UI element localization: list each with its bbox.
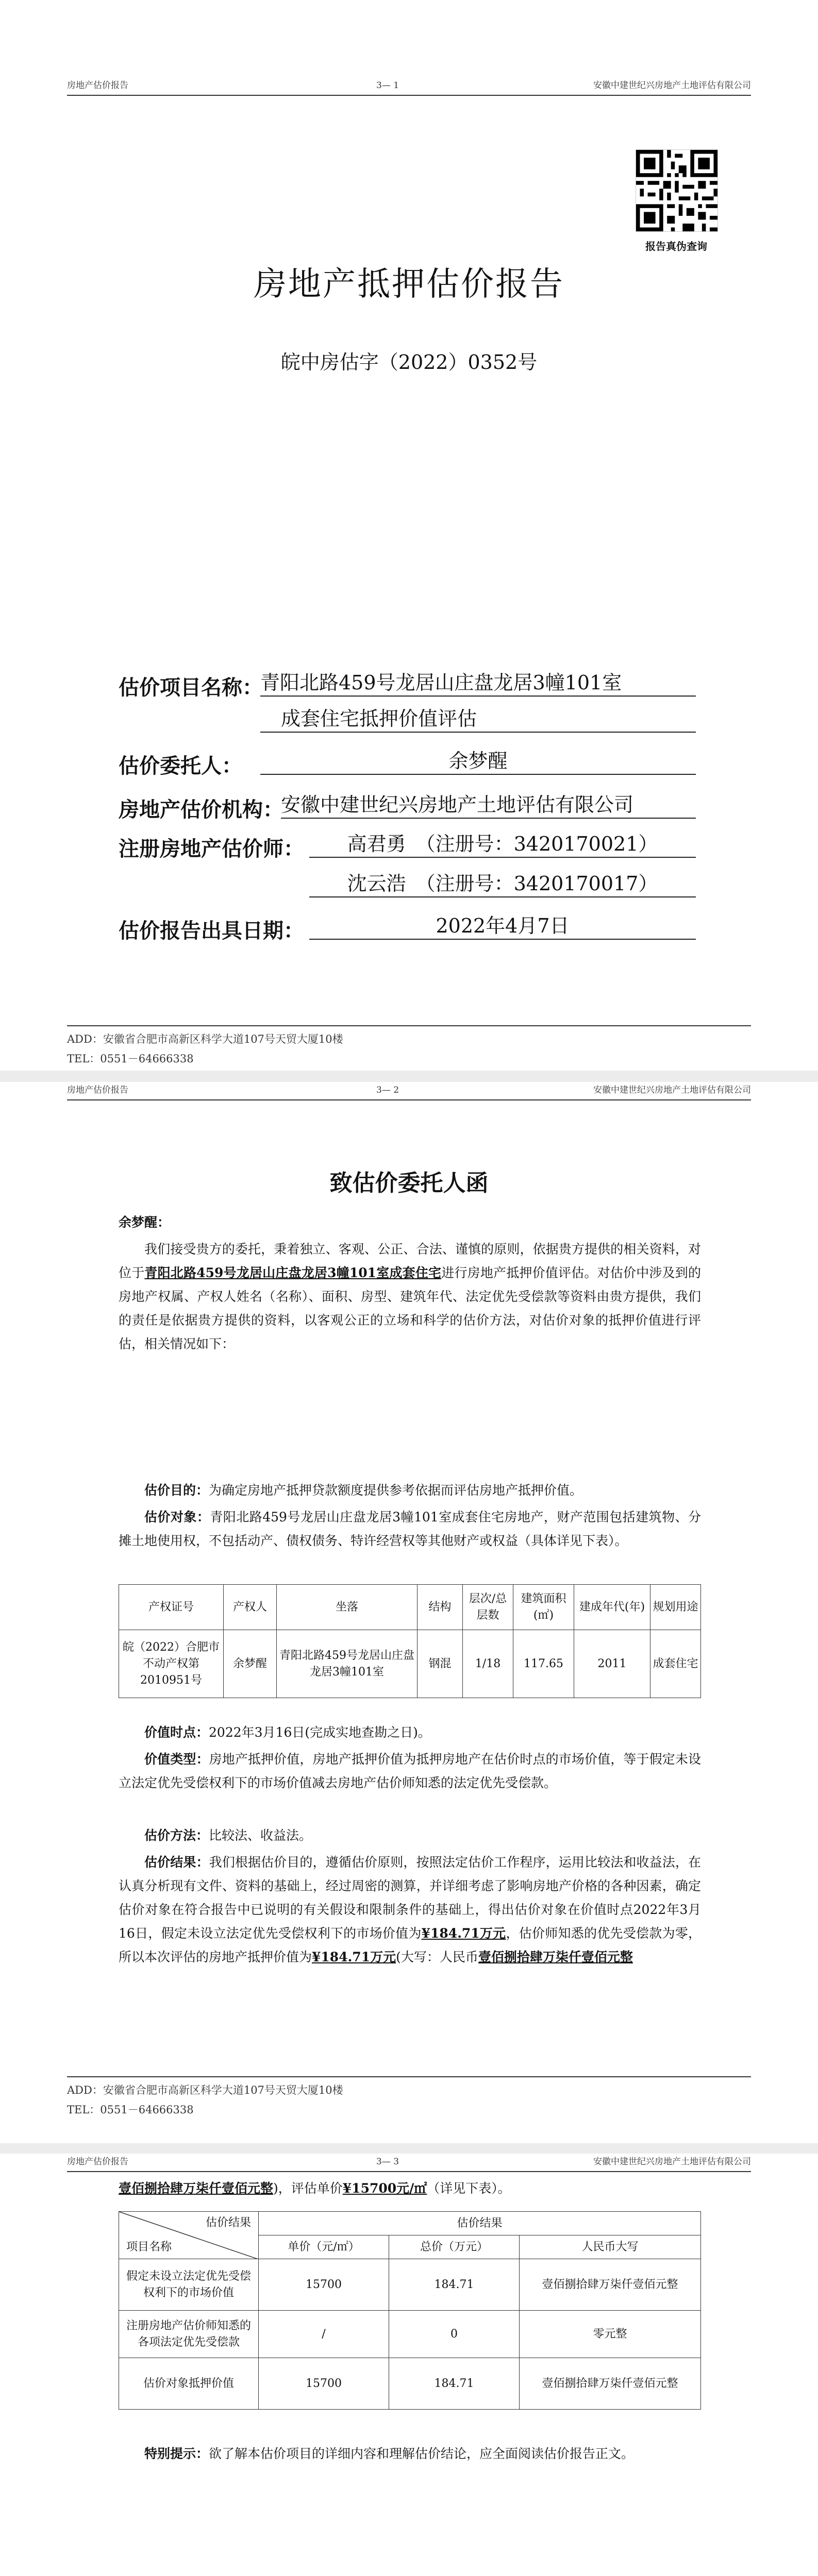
report-number: 皖中房估字（2022）0352号 <box>280 351 538 374</box>
table-cell: 184.71 <box>389 2358 520 2410</box>
header-title: 房地产估价报告 <box>67 1085 128 1095</box>
property-table <box>119 1584 701 1698</box>
header-title: 房地产估价报告 <box>67 80 128 91</box>
intro-paragraph: 我们接受贵方的委托，秉着独立、客观、公正、合法、谨慎的原则，依据贵方提供的相关资料，对位于青阳北路459号龙居山庄盘龙居3幢101室成套住宅进行房地产抵押价值评估。对估价中涉及到的房地产权属、产权人姓名（名称）、面积、房型、建筑年代、法定优先受偿款等资料由贵方提供，我们的责任是依据贵方提供的资料，以客观公正的立场和科学的估价方法，对估价对象的抵押价值进行评估，相关情况如下： <box>119 1242 701 1351</box>
table-row <box>119 2259 701 2311</box>
qr-code[interactable] <box>636 149 718 232</box>
special-note-paragraph: 特别提示：欲了解本估价项目的详细内容和理解估价结论，应全面阅读估价报告正文。 <box>144 2446 635 2461</box>
page-footer <box>67 1025 751 1069</box>
page-header <box>67 1082 751 1100</box>
table-header-cell: 产权证号 <box>119 1585 224 1630</box>
table-cell: 估价对象抵押价值 <box>119 2358 259 2410</box>
property-address: 青阳北路459号龙居山庄盘龙居3幢101室成套住宅 <box>144 1265 442 1280</box>
issue-date-value: 2022年4月7日 <box>309 913 696 940</box>
project-name-value: 青阳北路459号龙居山庄盘龙居3幢101室 <box>260 670 696 697</box>
client-label: 估价委托人： <box>119 754 242 778</box>
table-cell: 皖（2022）合肥市不动产权第2010951号 <box>119 1630 224 1698</box>
table-header-cell: 人民币大写 <box>520 2235 701 2259</box>
table-cell: 15700 <box>259 2259 389 2311</box>
table-header-cell: 建成年代(年) <box>574 1585 650 1630</box>
header-company: 安徽中建世纪兴房地产土地评估有限公司 <box>593 2157 751 2167</box>
footer-address: ADD：安徽省合肥市高新区科学大道107号天贸大厦10楼 <box>67 2084 343 2096</box>
page-number: 3— 1 <box>376 80 399 91</box>
table-cell: 青阳北路459号龙居山庄盘龙居3幢101室 <box>277 1630 418 1698</box>
page-footer <box>67 2076 751 2120</box>
table-header-cell: 产权人 <box>224 1585 277 1630</box>
table-cell: 壹佰捌拾肆万柒仟壹佰元整 <box>520 2259 701 2311</box>
table-cell: 钢混 <box>418 1630 463 1698</box>
page-header <box>67 2154 751 2172</box>
table-corner-cell <box>119 2212 259 2259</box>
table-cell: 注册房地产估价师知悉的各项法定优先受偿款 <box>119 2311 259 2358</box>
market-value: ¥184.71万元 <box>421 1926 506 1941</box>
table-cell: / <box>259 2311 389 2358</box>
table-cell: 成套住宅 <box>650 1630 701 1698</box>
footer-address: ADD：安徽省合肥市高新区科学大道107号天贸大厦10楼 <box>67 1033 343 1045</box>
table-header-cell: 规划用途 <box>650 1585 701 1630</box>
header-title: 房地产估价报告 <box>67 2157 128 2167</box>
project-name-value-line2: 成套住宅抵押价值评估 <box>260 706 696 733</box>
value-in-words: 壹佰捌拾肆万柒仟壹佰元整 <box>478 1950 633 1964</box>
header-company: 安徽中建世纪兴房地产土地评估有限公司 <box>593 80 751 91</box>
corner-top-label: 估价结果 <box>205 2216 251 2229</box>
page-number: 3— 2 <box>376 1085 399 1095</box>
appraiser-1-value: 高君勇 （注册号：3420170021） <box>309 831 696 858</box>
table-header-cell: 建筑面积(㎡) <box>513 1585 574 1630</box>
table-cell: 2011 <box>574 1630 650 1698</box>
report-title: 房地产抵押估价报告 <box>254 265 564 303</box>
unit-price: ¥15700元/㎡ <box>342 2181 427 2196</box>
table-header-cell: 总价（万元） <box>389 2235 520 2259</box>
object-paragraph: 估价对象：青阳北路459号龙居山庄盘龙居3幢101室成套住宅房地产，财产范围包括建筑物、分摊土地使用权，不包括动产、债权债务、特许经营权等其他财产或权益（具体详见下表）。 <box>119 1510 701 1548</box>
client-value: 余梦醒 <box>260 748 696 775</box>
summary-table <box>119 2211 701 2410</box>
result-paragraph: 估价结果：我们根据估价目的，遵循估价原则，按照法定估价工作程序，运用比较法和收益法，在认真分析现有文件、资料的基础上，经过周密的测算，并详细考虑了影响房地产价格的各种因素，确定估价对象在符合报告中已说明的有关假设和限制条件的基础上，得出估价对象在价值时点2022年3月16日，假定未设立法定优先受偿权利下的市场价值为¥184.71万元，估价师知悉的优先受偿款为零，所以本次评估的房地产抵押价值为¥184.71万元(大写：人民币壹佰捌拾肆万柒仟壹佰元整 <box>119 1855 701 1964</box>
corner-bottom-label: 项目名称 <box>126 2241 172 2253</box>
letter-title: 致估价委托人函 <box>329 1170 489 1196</box>
page-letter <box>0 1082 818 2143</box>
mortgage-value: ¥184.71万元 <box>312 1950 396 1964</box>
agency-label: 房地产估价机构： <box>119 798 283 822</box>
project-name-label: 估价项目名称： <box>119 675 263 700</box>
table-header-cell: 层次/总层数 <box>463 1585 513 1630</box>
footer-tel: TEL：0551－64666338 <box>67 2104 194 2116</box>
appraiser-2-value: 沈云浩 （注册号：3420170017） <box>309 871 696 897</box>
qr-code-icon <box>636 150 717 231</box>
method-paragraph: 估价方法：比较法、收益法。 <box>144 1828 312 1843</box>
table-cell: 零元整 <box>520 2311 701 2358</box>
table-cell: 假定未设立法定优先受偿权利下的市场价值 <box>119 2259 259 2311</box>
value-type-paragraph: 价值类型：房地产抵押价值，房地产抵押价值为抵押房地产在估价时点的市场价值，等于假定未设立法定优先受偿权利下的市场价值减去房地产估价师知悉的法定优先受偿款。 <box>119 1752 701 1790</box>
salutation: 余梦醒： <box>119 1215 171 1230</box>
table-header-cell: 单价（元/㎡） <box>259 2235 389 2259</box>
table-header-cell: 坐落 <box>277 1585 418 1630</box>
table-cell: 0 <box>389 2311 520 2358</box>
table-cell: 1/18 <box>463 1630 513 1698</box>
table-header-row <box>119 1585 701 1630</box>
table-cell: 余梦醒 <box>224 1630 277 1698</box>
qr-label: 报告真伪查询 <box>645 240 707 252</box>
issue-date-label: 估价报告出具日期： <box>119 919 304 943</box>
result-continuation: 壹佰捌拾肆万柒仟壹佰元整)，评估单价¥15700元/㎡（详见下表）。 <box>119 2181 511 2196</box>
header-company: 安徽中建世纪兴房地产土地评估有限公司 <box>593 1085 751 1095</box>
table-cell: 壹佰捌拾肆万柒仟壹佰元整 <box>520 2358 701 2410</box>
page-summary <box>0 2154 818 2576</box>
table-header-cell: 结构 <box>418 1585 463 1630</box>
table-cell: 15700 <box>259 2358 389 2410</box>
value-date-paragraph: 价值时点：2022年3月16日(完成实地查勘之日)。 <box>144 1725 431 1740</box>
page-cover <box>0 0 818 1071</box>
table-cell: 184.71 <box>389 2259 520 2311</box>
agency-value: 安徽中建世纪兴房地产土地评估有限公司 <box>281 792 696 819</box>
table-row <box>119 1630 701 1698</box>
table-cell: 117.65 <box>513 1630 574 1698</box>
appraiser-label: 注册房地产估价师： <box>119 837 304 861</box>
table-header-cell: 估价结果 <box>259 2212 701 2235</box>
purpose-paragraph: 估价目的：为确定房地产抵押贷款额度提供参考依据而评估房地产抵押价值。 <box>144 1483 583 1498</box>
page-header <box>67 77 751 96</box>
table-row <box>119 2311 701 2358</box>
page-number: 3— 3 <box>376 2157 399 2167</box>
footer-tel: TEL：0551－64666338 <box>67 1053 194 1065</box>
table-row <box>119 2358 701 2410</box>
